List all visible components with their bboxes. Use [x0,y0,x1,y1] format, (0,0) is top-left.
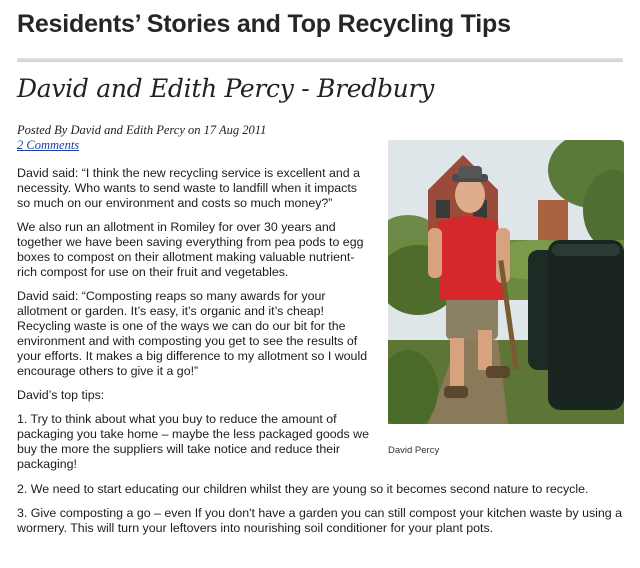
heading-divider [17,58,623,62]
story-paragraph-1: David said: “I think the new recycling service is excellent and a necessity. Who wants to send waste to landfill when it impacts so much on our environment and costs so much money?” [17,166,360,210]
story-byline: Posted By David and Edith Percy on 17 Aug 2011 [17,123,267,137]
story-paragraph-7: 3. Give composting a go – even If you don't have a garden you can still compost your kitchen waste by using a wormery. This will turn your leftovers into nourishing soil conditioner for your plant pots. [17,506,623,535]
story-paragraph-2: We also run an allotment in Romiley for over 30 years and together we have been saving everything from pea pods to egg boxes to compost on their allotment making valuable nutrient-rich compost for use on their fruit and vegetables. [17,220,364,279]
story-paragraph-4: David’s top tips: [17,388,105,402]
story-paragraph-5: 1. Try to think about what you buy to reduce the amount of packaging you take home – maybe the less packaged goods we buy the more the suppliers will take notice and reduce their packaging! [17,412,369,471]
story-paragraph-3: David said: “Composting reaps so many awards for your allotment or garden. It’s easy, it’s organic and it’s cheap! Recycling waste is one of the ways we can do our bit for the environment and with composting you get to see the results of your efforts. It makes a big difference to my allotment so I would encourage others to give it a go!” [17,289,368,378]
photo-caption: David Percy [388,445,440,456]
story-title: David and Edith Percy - Bredbury [17,74,434,103]
page-heading: Residents’ Stories and Top Recycling Tips [17,10,511,38]
story-paragraph-6: 2. We need to start educating our children whilst they are young so it becomes second nature to recycle. [17,482,589,496]
story-photo [388,140,624,424]
comments-link[interactable]: 2 Comments [17,138,80,152]
